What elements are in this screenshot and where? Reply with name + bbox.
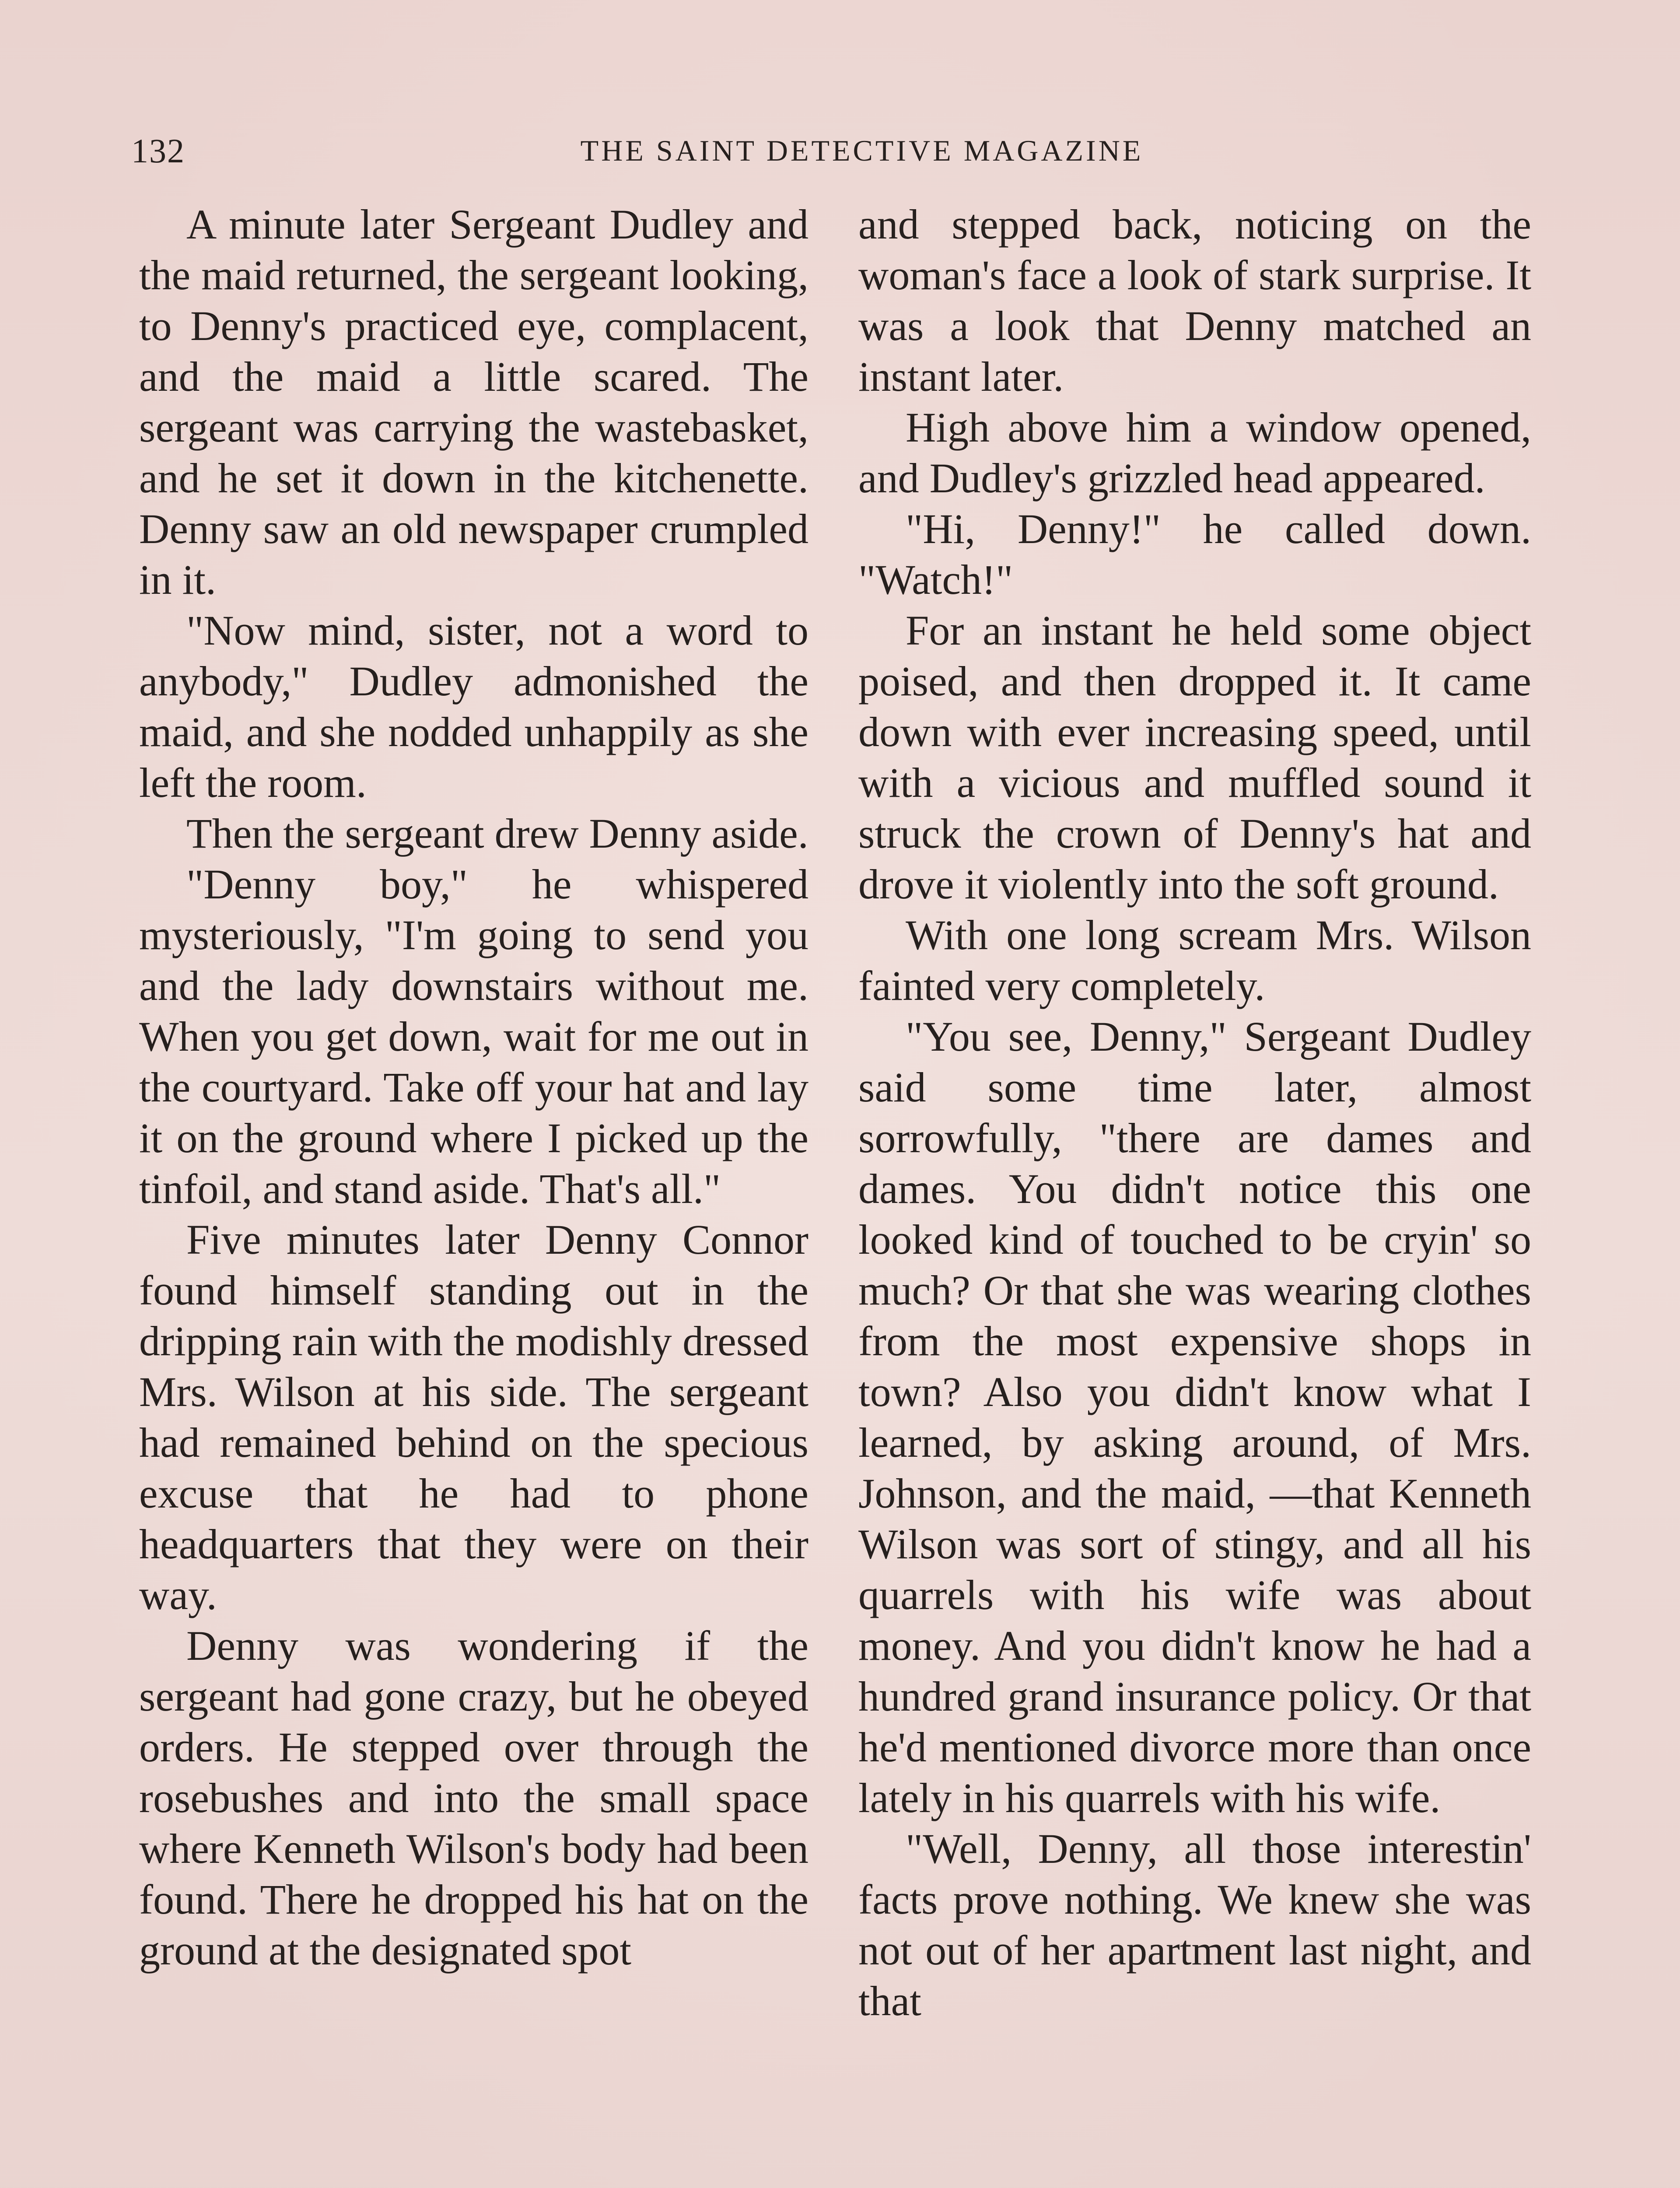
right-column (858, 199, 1531, 2027)
paragraph-continued: and stepped back, noticing on the woman's face a look of stark surprise. It was a look that Denny matched an instant later. (858, 201, 1531, 400)
paragraph: Denny was wondering if the sergeant had gone crazy, but he obeyed orders. He stepped over through the rosebushes and into the small space where Kenneth Wilson's body had been found. There he dropped his hat on the ground at the designated spot (139, 1622, 808, 1974)
paragraph: Five minutes later Denny Connor found himself standing out in the dripping rain with the modishly dressed Mrs. Wilson at his side. The sergeant had remained behind on the specious excuse that he had to phone headquarters that they were on their way. (139, 1216, 808, 1618)
paragraph: "Well, Denny, all those interestin' facts prove nothing. We knew she was not out of her apartment last night, and that (858, 1825, 1531, 2024)
paragraph: With one long scream Mrs. Wilson fainted very completely. (858, 912, 1531, 1009)
paragraph: "Denny boy," he whispered mysteriously, "I'm going to send you and the lady downstairs without me. When you get down, wait for me out in the courtyard. Take off your hat and lay it on the ground where I picked up the tinfoil, and stand aside. That's all." (139, 861, 808, 1212)
page-number: 132 (131, 132, 185, 170)
running-head: THE SAINT DETECTIVE MAGAZINE (580, 134, 1144, 167)
paragraph: "You see, Denny," Sergeant Dudley said some time later, almost sorrowfully, "there are dames and dames. You didn't notice this one looked kind of touched to be cryin' so much? Or that she was wearing clothes from the most expensive shops in town? Also you didn't know what I learned, by asking around, of Mrs. Johnson, and the maid, —that Kenneth Wilson was sort of stingy, and all his quarrels with his wife was about money. And you didn't know he had a hundred grand insurance policy. Or that he'd mentioned divorce more than once lately in his quarrels with his wife. (858, 1013, 1531, 1821)
left-column (139, 199, 808, 1976)
paragraph: "Now mind, sister, not a word to anybody," Dudley admonished the maid, and she nodded unhappily as she left the room. (139, 607, 808, 806)
paragraph: High above him a window opened, and Dudley's grizzled head appeared. (858, 404, 1531, 501)
paragraph: "Hi, Denny!" he called down. "Watch!" (858, 505, 1531, 603)
paragraph: Then the sergeant drew Denny aside. (186, 810, 808, 857)
paragraph: A minute later Sergeant Dudley and the maid returned, the sergeant looking, to Denny's practiced eye, complacent, and the maid a little scared. The sergeant was carrying the wastebasket, and he set it down in the kitchenette. Denny saw an old newspaper crumpled in it. (139, 201, 808, 603)
paragraph: For an instant he held some object poised, and then dropped it. It came down with ever increasing speed, until with a vicious and muffled sound it struck the crown of Denny's hat and drove it violently into the soft ground. (858, 607, 1531, 908)
